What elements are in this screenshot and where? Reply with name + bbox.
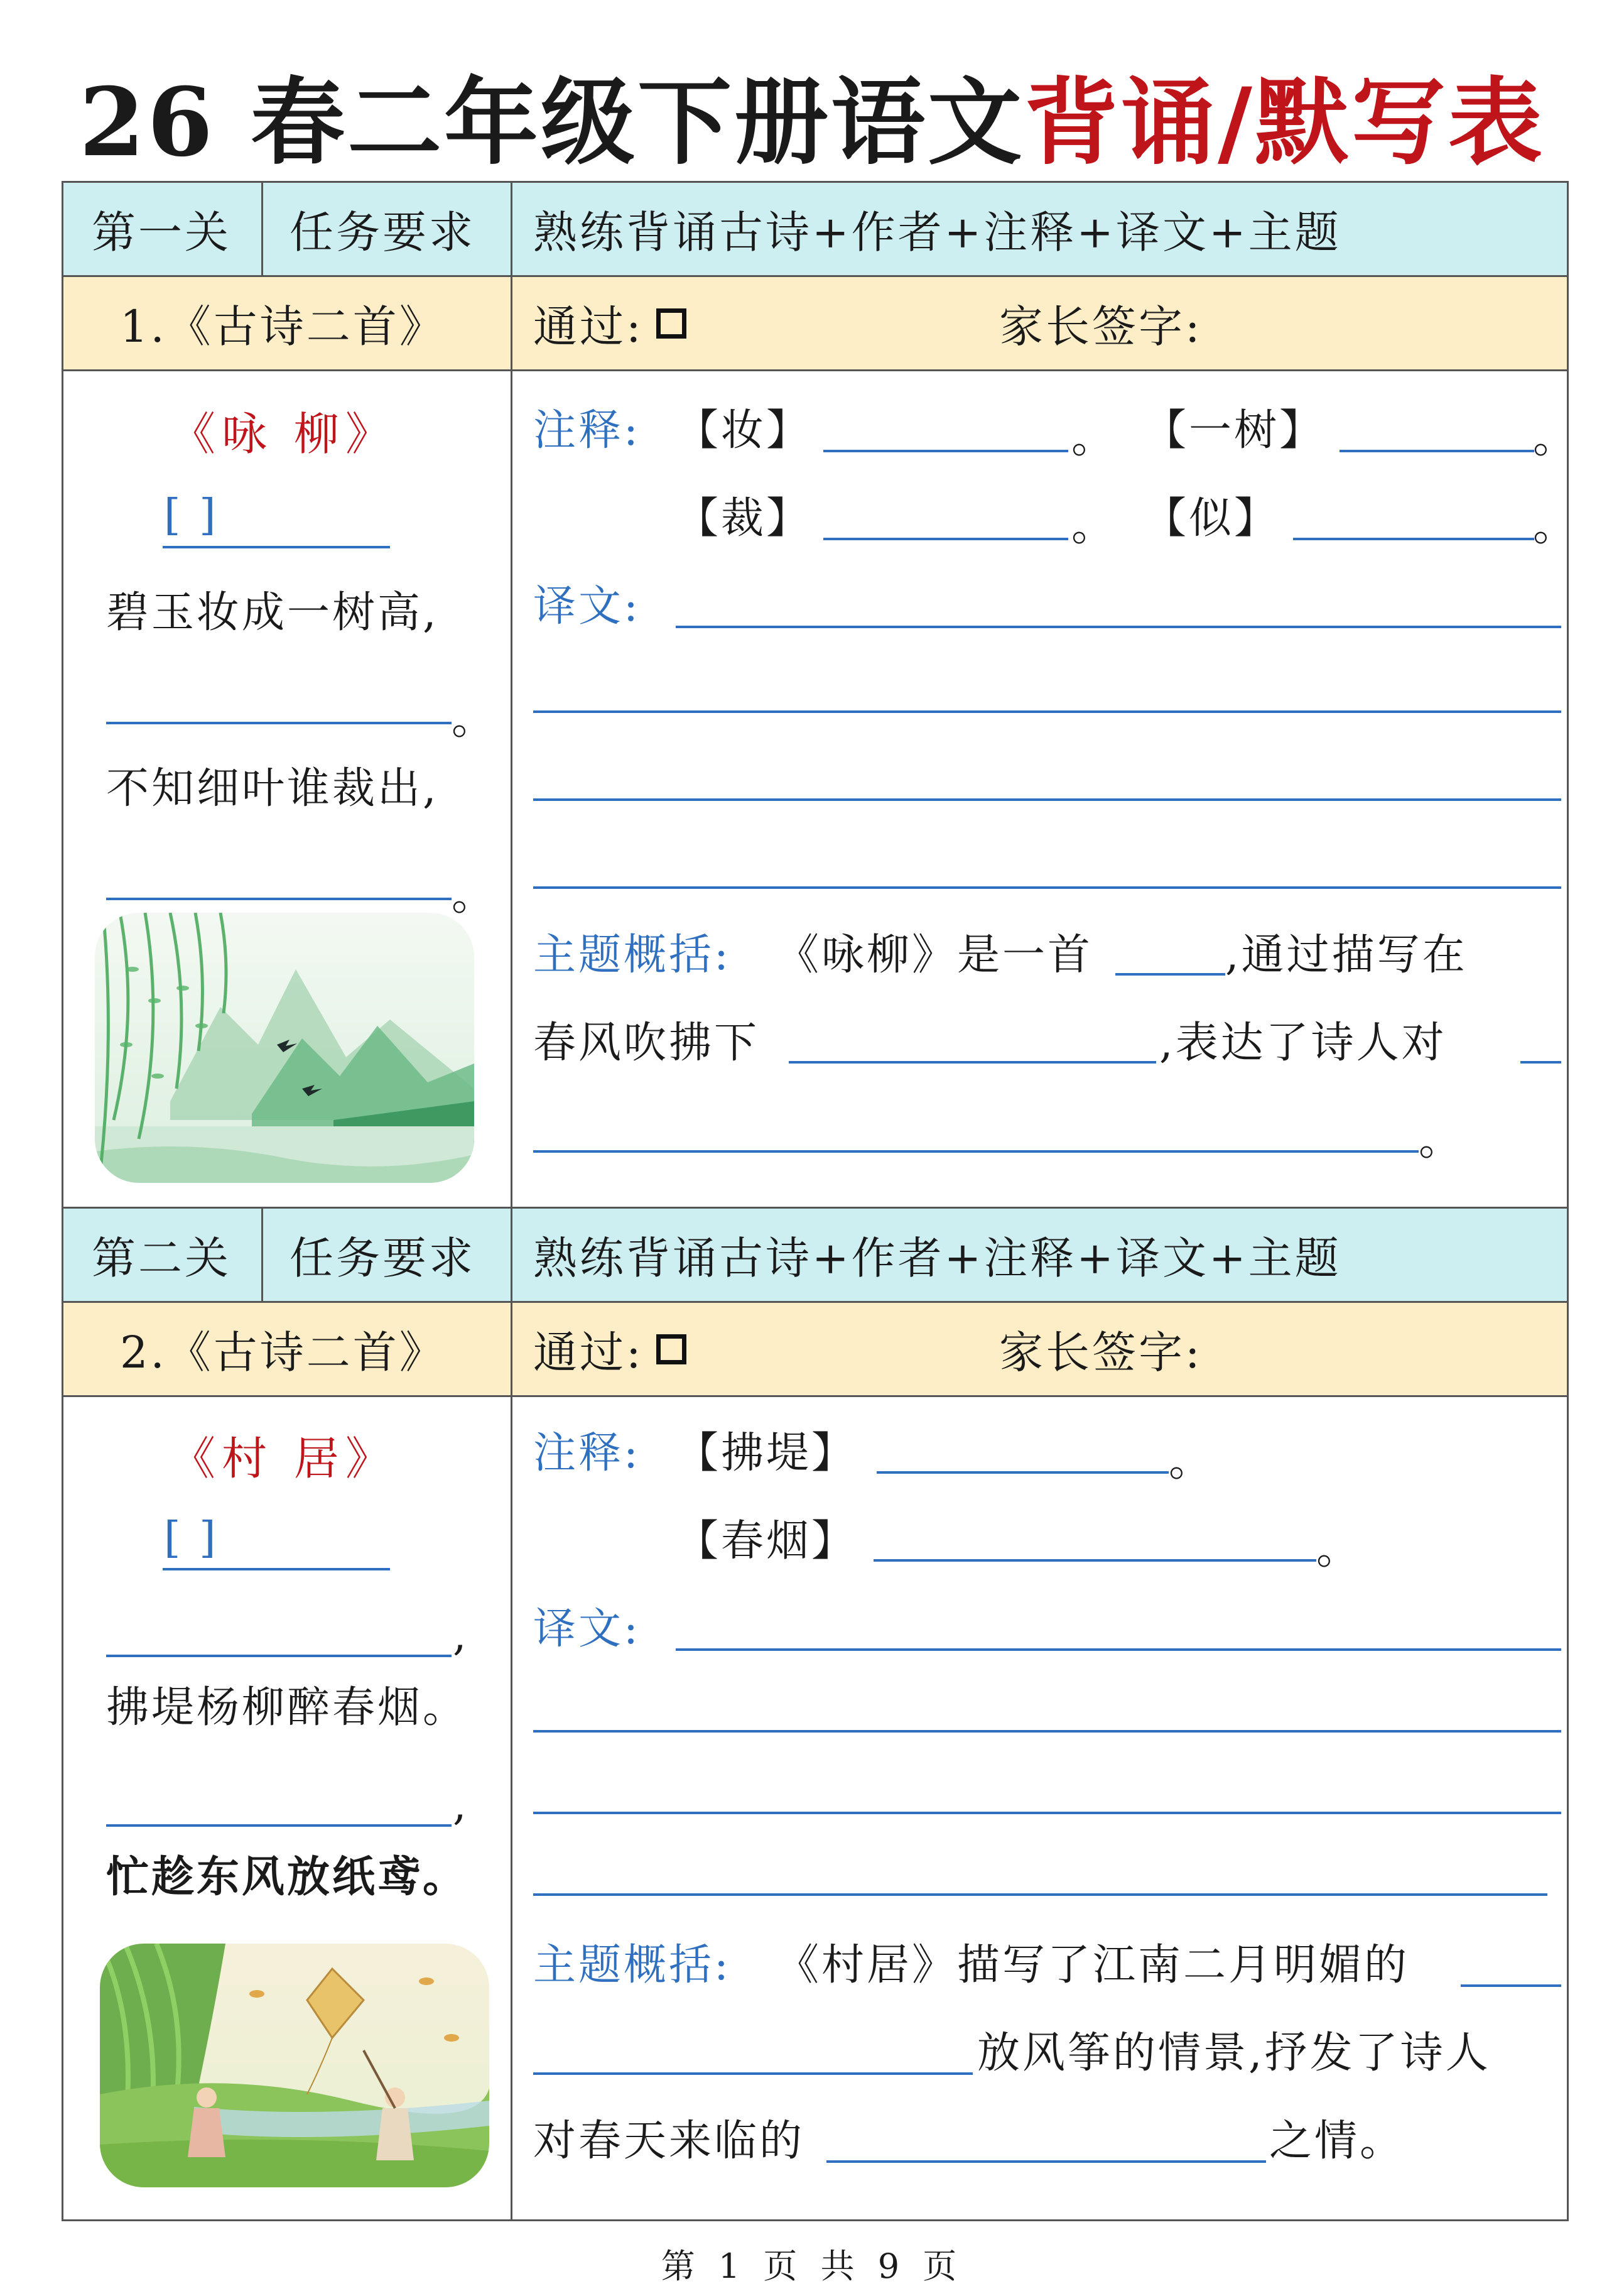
translation-line-2[interactable]	[533, 710, 1561, 713]
task-text: 熟练背诵古诗+作者+注释+译文+主题	[533, 207, 1341, 258]
theme-blank-1[interactable]	[1115, 973, 1225, 976]
author-blank[interactable]	[163, 1568, 390, 1570]
translation-label: 译文:	[533, 1604, 641, 1654]
pass-label: 通过:	[533, 1327, 644, 1378]
lesson-name: 2.《古诗二首》	[120, 1327, 446, 1378]
author-blank[interactable]	[163, 546, 390, 548]
note-blank-2[interactable]	[874, 1559, 1316, 1562]
theme-blank-1b[interactable]	[533, 2072, 973, 2075]
poem-line-2: 拂堤杨柳醉春烟。	[106, 1683, 468, 1733]
note-blank-4[interactable]	[1293, 538, 1534, 540]
note-term-4: 【似】	[1144, 494, 1280, 543]
section1-body-row	[63, 371, 1579, 1209]
notes-label: 注释:	[533, 1428, 641, 1478]
note-term-1: 【妆】	[676, 406, 812, 455]
poem-blank-2[interactable]	[106, 722, 452, 724]
note-end-2: 。	[1316, 1525, 1362, 1574]
poem-title: 《咏 柳》	[170, 408, 397, 460]
recitation-table	[62, 181, 1579, 2221]
theme-label: 主题概括:	[533, 930, 731, 980]
theme-part-5: 。	[1419, 1116, 1464, 1165]
section1-header-row	[63, 183, 1567, 277]
willow-landscape-painting	[95, 913, 474, 1183]
poem-line-4: 忙趁东风放纸鸢。	[106, 1852, 468, 1902]
theme-blank-1a[interactable]	[1461, 1984, 1561, 1987]
note-term-2: 【春烟】	[676, 1516, 857, 1566]
section2-header-row	[63, 1209, 1567, 1303]
note-end-1: 。	[1169, 1437, 1215, 1486]
note-end-4: 。	[1533, 501, 1579, 551]
pass-checkbox[interactable]	[656, 308, 686, 339]
note-end-2: 。	[1533, 413, 1579, 463]
theme-part-3: 对春天来临的	[533, 2116, 805, 2166]
translation-line-2[interactable]	[533, 1730, 1561, 1733]
poem-line-3-end: ,	[453, 1780, 469, 1830]
note-blank-2[interactable]	[1340, 450, 1534, 452]
theme-part-4: 之情。	[1269, 2116, 1405, 2166]
note-blank-1[interactable]	[877, 1471, 1169, 1474]
theme-part-2: ,通过描写在	[1225, 930, 1468, 980]
theme-blank-3a[interactable]	[1520, 1061, 1561, 1064]
author-brackets: [ ]	[164, 1513, 219, 1563]
title-black: 26 春二年级下册语文	[79, 67, 1025, 178]
theme-blank-3b[interactable]	[533, 1150, 1419, 1153]
level-label: 第一关	[92, 207, 231, 258]
poem-line-1: 碧玉妆成一树高,	[106, 588, 439, 638]
poem-title: 《村 居》	[170, 1432, 397, 1485]
translation-line-3[interactable]	[533, 798, 1561, 801]
translation-line-1[interactable]	[676, 1648, 1561, 1651]
title-red: 背诵/默写表	[1024, 67, 1545, 178]
pass-checkbox[interactable]	[656, 1334, 686, 1364]
theme-label: 主题概括:	[533, 1940, 731, 1990]
lesson-name: 1.《古诗二首》	[120, 301, 446, 352]
task-label: 任务要求	[290, 207, 475, 258]
theme-blank-2[interactable]	[826, 2160, 1266, 2163]
notes-label: 注释:	[533, 406, 641, 455]
task-text: 熟练背诵古诗+作者+注释+译文+主题	[533, 1232, 1341, 1284]
translation-line-4[interactable]	[533, 886, 1561, 889]
poem-line-4-end: 。	[452, 871, 497, 920]
note-term-1: 【拂堤】	[676, 1428, 857, 1478]
note-term-3: 【裁】	[676, 494, 812, 543]
theme-part-4: ,表达了诗人对	[1159, 1018, 1447, 1068]
poem-line-2-end: 。	[452, 695, 497, 744]
author-brackets: [ ]	[164, 491, 219, 540]
translation-line-4[interactable]	[533, 1893, 1547, 1896]
theme-blank-2[interactable]	[789, 1061, 1156, 1064]
note-end-1: 。	[1071, 413, 1117, 463]
pass-label: 通过:	[533, 301, 644, 352]
poem-blank-3[interactable]	[106, 1824, 452, 1827]
task-label: 任务要求	[290, 1232, 475, 1284]
theme-part-2: 放风筝的情景,抒发了诗人	[977, 2028, 1491, 2078]
poem-line-3: 不知细叶谁裁出,	[106, 764, 439, 813]
children-flying-kites-painting	[100, 1944, 489, 2187]
poem-blank-1[interactable]	[106, 1655, 452, 1657]
page-title	[0, 60, 1624, 185]
poem-blank-4[interactable]	[106, 898, 452, 900]
sign-label: 家长签字:	[999, 1327, 1203, 1378]
theme-part-1: 《咏柳》是一首	[776, 930, 1093, 980]
poem-line-1-end: ,	[453, 1611, 469, 1660]
sign-label: 家长签字:	[999, 301, 1203, 352]
note-end-3: 。	[1071, 501, 1117, 551]
theme-part-1: 《村居》描写了江南二月明媚的	[776, 1940, 1410, 1990]
note-blank-3[interactable]	[823, 538, 1068, 540]
section2-lesson-row	[63, 1303, 1567, 1397]
page-footer: 第 1 页 共 9 页	[661, 2246, 963, 2286]
note-blank-1[interactable]	[823, 450, 1068, 452]
translation-line-1[interactable]	[676, 626, 1561, 628]
section2-body-row	[63, 1397, 1567, 2221]
section1-lesson-row	[63, 277, 1567, 371]
translation-label: 译文:	[533, 582, 641, 631]
translation-line-3[interactable]	[533, 1812, 1561, 1814]
note-term-2: 【一树】	[1144, 406, 1325, 455]
theme-part-3: 春风吹拂下	[533, 1018, 760, 1068]
level-label: 第二关	[92, 1232, 231, 1284]
